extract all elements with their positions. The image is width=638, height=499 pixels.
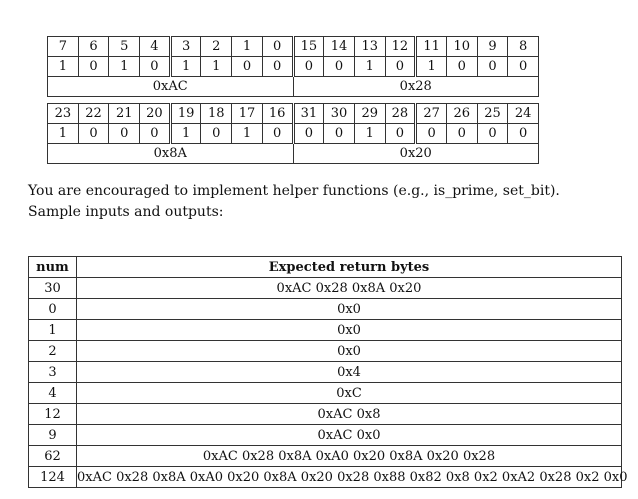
bit-layout-table-bytes-2-3 [47,103,539,164]
bit-number-cell: 16 [262,104,293,124]
bit-number-cell: 18 [201,104,232,124]
bit-number-cell: 26 [446,104,477,124]
bit-number-cell: 23 [48,104,79,124]
bit-value-cell: 0 [293,124,324,144]
bit-number-cell: 8 [508,37,539,57]
bit-value-row [48,57,539,77]
bit-number-cell: 22 [78,104,109,124]
bit-value-cell: 0 [324,124,355,144]
num-cell: 30 [29,278,77,299]
byte-label-cell: 0x20 [293,144,539,164]
table-row [29,467,622,488]
table-row [29,278,622,299]
bit-number-cell: 13 [354,37,385,57]
table-row [29,404,622,425]
header-num: num [29,257,77,278]
table-row [29,320,622,341]
bytes-cell: 0x0 [77,299,622,320]
bit-value-cell: 0 [262,57,293,77]
bit-number-cell: 20 [140,104,171,124]
bit-value-cell: 1 [354,124,385,144]
table-row [29,446,622,467]
bit-number-cell: 9 [477,37,508,57]
helper-functions-note: You are encouraged to implement helper functions (e.g., is_prime, set_bit). [28,183,560,199]
table-row [29,383,622,404]
bit-value-cell: 1 [416,57,447,77]
num-cell: 12 [29,404,77,425]
num-cell: 1 [29,320,77,341]
num-cell: 124 [29,467,77,488]
table-row [29,425,622,446]
bit-number-row [48,104,539,124]
bytes-cell: 0xAC 0x28 0x8A 0xA0 0x20 0x8A 0x20 0x28 0x88 0x82 0x8 0x2 0xA2 0x28 0x2 0x0 [77,467,622,488]
table-row [29,341,622,362]
bytes-cell: 0xC [77,383,622,404]
bit-value-cell: 0 [508,124,539,144]
bit-number-cell: 3 [170,37,201,57]
bit-number-cell: 19 [170,104,201,124]
bit-value-cell: 1 [109,57,140,77]
bit-value-cell: 0 [232,57,263,77]
bit-number-cell: 28 [385,104,416,124]
bit-number-cell: 7 [48,37,79,57]
bit-number-cell: 12 [385,37,416,57]
byte-label-row [48,144,539,164]
bit-number-cell: 29 [354,104,385,124]
bit-number-cell: 14 [324,37,355,57]
bit-value-cell: 0 [109,124,140,144]
bit-value-cell: 0 [385,57,416,77]
bit-number-cell: 31 [293,104,324,124]
sample-intro: Sample inputs and outputs: [28,204,224,220]
bit-number-cell: 10 [446,37,477,57]
bytes-cell: 0x0 [77,320,622,341]
bit-number-cell: 17 [232,104,263,124]
num-cell: 4 [29,383,77,404]
num-cell: 2 [29,341,77,362]
bit-number-cell: 2 [201,37,232,57]
num-cell: 9 [29,425,77,446]
num-cell: 0 [29,299,77,320]
bit-value-cell: 1 [48,57,79,77]
bit-number-cell: 15 [293,37,324,57]
bit-value-cell: 1 [354,57,385,77]
table-row [29,299,622,320]
bytes-cell: 0xAC 0x8 [77,404,622,425]
bit-number-cell: 21 [109,104,140,124]
bit-value-cell: 1 [170,57,201,77]
bit-number-cell: 0 [262,37,293,57]
bit-number-row [48,37,539,57]
byte-label-cell: 0x8A [48,144,294,164]
bit-value-cell: 0 [293,57,324,77]
bit-number-cell: 27 [416,104,447,124]
byte-label-cell: 0xAC [48,77,294,97]
bit-value-cell: 0 [201,124,232,144]
bit-value-cell: 0 [416,124,447,144]
bit-value-cell: 0 [140,124,171,144]
bit-number-cell: 11 [416,37,447,57]
bit-value-cell: 0 [262,124,293,144]
bit-value-cell: 0 [78,124,109,144]
byte-label-cell: 0x28 [293,77,539,97]
bytes-cell: 0x4 [77,362,622,383]
bit-value-cell: 1 [170,124,201,144]
samples-table [28,256,628,488]
bit-value-cell: 0 [477,124,508,144]
bit-number-cell: 4 [140,37,171,57]
bit-number-cell: 6 [78,37,109,57]
bit-value-cell: 0 [140,57,171,77]
table-row [29,362,622,383]
header-expected-bytes: Expected return bytes [77,257,622,278]
bytes-cell: 0xAC 0x28 0x8A 0x20 [77,278,622,299]
byte-label-row [48,77,539,97]
bit-number-cell: 30 [324,104,355,124]
bit-value-cell: 0 [324,57,355,77]
bit-value-cell: 1 [48,124,79,144]
bit-layout-table-bytes-0-1 [47,36,539,97]
bit-value-cell: 0 [477,57,508,77]
bytes-cell: 0xAC 0x28 0x8A 0xA0 0x20 0x8A 0x20 0x28 [77,446,622,467]
bit-value-row [48,124,539,144]
bit-number-cell: 25 [477,104,508,124]
bit-number-cell: 1 [232,37,263,57]
num-cell: 62 [29,446,77,467]
num-cell: 3 [29,362,77,383]
bit-value-cell: 0 [385,124,416,144]
bit-value-cell: 1 [201,57,232,77]
bit-value-cell: 0 [446,124,477,144]
bytes-cell: 0x0 [77,341,622,362]
bit-value-cell: 0 [446,57,477,77]
bit-number-cell: 24 [508,104,539,124]
bit-value-cell: 0 [78,57,109,77]
bit-value-cell: 0 [508,57,539,77]
bit-value-cell: 1 [232,124,263,144]
bit-number-cell: 5 [109,37,140,57]
bytes-cell: 0xAC 0x0 [77,425,622,446]
samples-header-row [29,257,622,278]
